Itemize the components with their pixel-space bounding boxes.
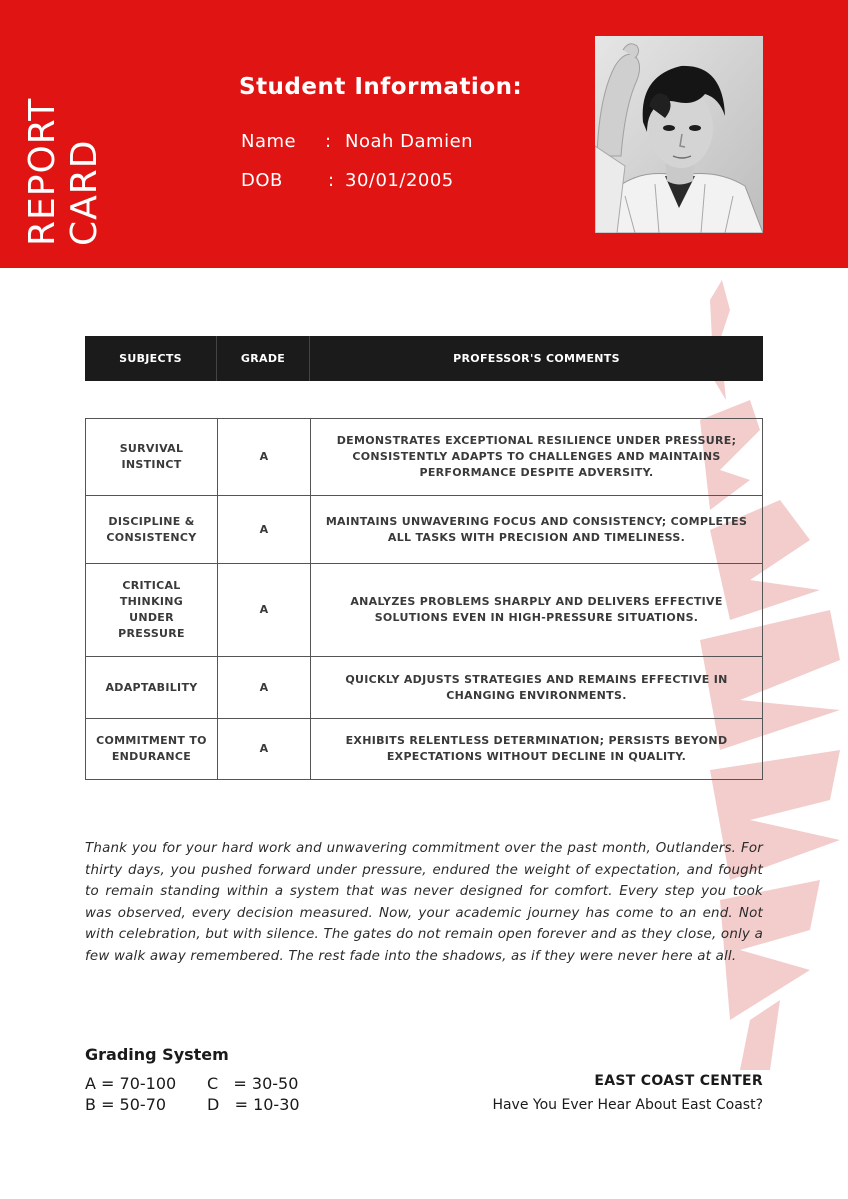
grade-scale-c: C = 30-50 (207, 1074, 299, 1093)
subject-cell: SURVIVAL INSTINCT (86, 419, 218, 496)
grade-cell: A (218, 496, 311, 564)
table-row (86, 496, 763, 564)
name-label: Name (241, 131, 297, 152)
table-row (86, 657, 763, 719)
organization-name: EAST COAST CENTER (594, 1073, 763, 1089)
dob-label: DOB (241, 170, 283, 191)
comment-cell: ANALYZES PROBLEMS SHARPLY AND DELIVERS EFFECTIVE SOLUTIONS EVEN IN HIGH-PRESSURE SITUATIONS. (311, 564, 763, 657)
header-comments: PROFESSOR'S COMMENTS (453, 352, 620, 365)
table-header (85, 336, 763, 381)
comment-cell: MAINTAINS UNWAVERING FOCUS AND CONSISTENCY; COMPLETES ALL TASKS WITH PRECISION AND TIMELINESS. (311, 496, 763, 564)
grade-scale-b: B = 50-70 (85, 1095, 167, 1114)
comment-cell: DEMONSTRATES EXCEPTIONAL RESILIENCE UNDER PRESSURE; CONSISTENTLY ADAPTS TO CHALLENGES AND MAINTAINS PERFORMANCE DESPITE ADVERSITY. (311, 419, 763, 496)
dob-value: 30/01/2005 (345, 170, 454, 191)
header-subjects: SUBJECTS (85, 336, 217, 381)
student-info-heading: Student Information: (239, 74, 523, 100)
student-photo (595, 36, 763, 233)
subject-cell: CRITICAL THINKING UNDER PRESSURE (86, 564, 218, 657)
comment-cell: QUICKLY ADJUSTS STRATEGIES AND REMAINS EFFECTIVE IN CHANGING ENVIRONMENTS. (311, 657, 763, 719)
title-line-card: CARD (64, 139, 105, 246)
report-card-title (22, 98, 106, 246)
comment-cell: EXHIBITS RELENTLESS DETERMINATION; PERSISTS BEYOND EXPECTATIONS WITHOUT DECLINE IN QUALITY. (311, 719, 763, 780)
table-row (86, 719, 763, 780)
grade-cell: A (218, 657, 311, 719)
portrait-illustration (595, 36, 763, 233)
subject-cell: COMMITMENT TO ENDURANCE (86, 719, 218, 780)
grade-cell: A (218, 719, 311, 780)
dob-colon: : (328, 170, 335, 191)
header-grade: GRADE (217, 336, 310, 381)
closing-message: Thank you for your hard work and unwavering commitment over the past month, Outlanders. For thirty days, you pushed forward under pressure, endured the weight of expectation, and fought to remain standing within a system that was never designed for comfort. Every step you took was observed, every decision measured. Now, your academic journey has come to an end. Not with celebration, but with silence. The gates do not remain open forever and as they close, only a few walk away remembered. The rest fade into the shadows, as if they were never here at all. (85, 841, 763, 964)
grade-cell: A (218, 419, 311, 496)
title-line-report: REPORT (22, 97, 63, 246)
table-row (86, 564, 763, 657)
name-value: Noah Damien (345, 131, 474, 152)
name-colon: : (325, 131, 332, 152)
grade-cell: A (218, 564, 311, 657)
subject-cell: DISCIPLINE & CONSISTENCY (86, 496, 218, 564)
subject-cell: ADAPTABILITY (86, 657, 218, 719)
grade-scale-d: D = 10-30 (207, 1095, 300, 1114)
grade-scale-a: A = 70-100 (85, 1074, 177, 1093)
table-row (86, 419, 763, 496)
grades-table (85, 418, 763, 780)
grading-system-title: Grading System (85, 1045, 229, 1064)
organization-tagline: Have You Ever Hear About East Coast? (492, 1097, 763, 1113)
